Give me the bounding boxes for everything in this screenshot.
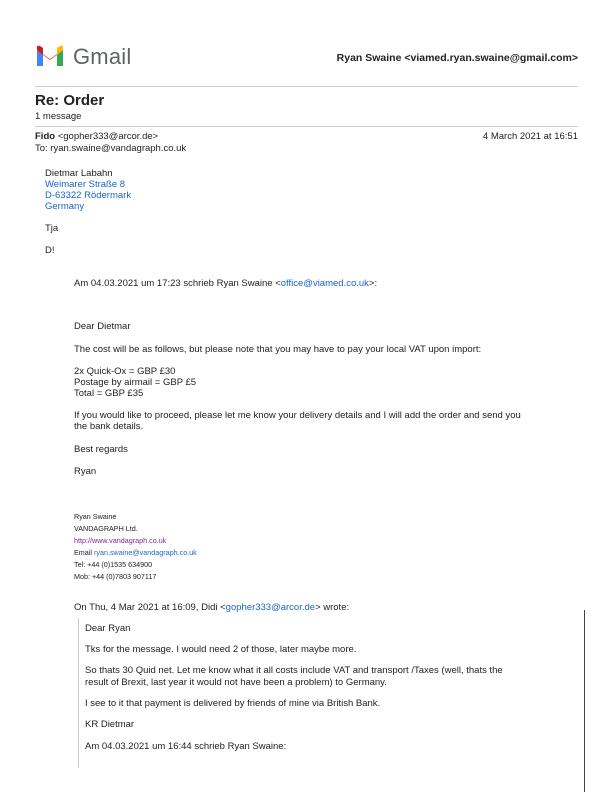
signature-tel: Tel: +44 (0)1535 634900: [74, 560, 153, 569]
quote1-regards: Best regards: [74, 444, 128, 455]
quote1-item3: Total = GBP £35: [74, 388, 144, 399]
quote1-header-prefix: Am 04.03.2021 um 17:23 schrieb Ryan Swaine <: [74, 278, 281, 289]
quote2-header-prefix: On Thu, 4 Mar 2021 at 16:09, Didi <: [74, 602, 226, 613]
sender-email[interactable]: <gopher333@arcor.de>: [57, 131, 159, 142]
address-link-line2[interactable]: D-63322 Rödermark: [45, 190, 132, 201]
account-label: Ryan Swaine <viamed.ryan.swaine@gmail.com>: [336, 52, 578, 64]
quote2-nested-header: Am 04.03.2021 um 16:44 schrieb Ryan Swaine:: [85, 741, 287, 752]
quote2-line2a: So thats 30 Quid net. Let me know what it all costs include VAT and transport /Taxes (well, thats the: [85, 665, 503, 676]
quote2-email-link[interactable]: gopher333@arcor.de: [225, 602, 316, 613]
quote1-sign: Ryan: [74, 466, 97, 477]
body-name: Dietmar Labahn: [45, 168, 113, 179]
quote2-header-suffix: > wrote:: [315, 602, 350, 613]
signature-url-link[interactable]: http://www.vandagraph.co.uk: [74, 536, 167, 545]
signature-email-line: [74, 548, 197, 557]
message-date: 4 March 2021 at 16:51: [482, 131, 578, 142]
body-line-tja: Tja: [45, 223, 59, 234]
sender-name: Fido: [35, 131, 56, 142]
quote1-header-suffix: >:: [368, 278, 378, 289]
quote2-kr: KR Dietmar: [85, 719, 135, 730]
signature-email-link[interactable]: ryan.swaine@vandagraph.co.uk: [93, 548, 197, 557]
quote2-line3: I see to it that payment is delivered by friends of mine via British Bank.: [85, 698, 381, 709]
signature-mob: Mob: +44 (0)7803 907117: [74, 572, 157, 581]
quote2-greeting: Dear Ryan: [85, 623, 131, 634]
quote1-header: [74, 278, 377, 289]
quote2-bar: [78, 618, 79, 768]
quote1-proceed-line2: the bank details.: [74, 421, 144, 432]
address-link-line1[interactable]: Weimarer Straße 8: [45, 179, 126, 190]
address-link-line3[interactable]: Germany: [45, 201, 85, 212]
quote2-header: [74, 602, 349, 613]
quote1-proceed-line1: If you would like to proceed, please let me know your delivery details and I will add the order and send you: [74, 410, 521, 421]
quote1-item1: 2x Quick-Ox = GBP £30: [74, 366, 176, 377]
gmail-logo-icon: [35, 44, 65, 68]
quote2-line2b: result of Brexit, last year it would not have been a problem) to Germany.: [85, 677, 387, 688]
quote1-item2: Postage by airmail = GBP £5: [74, 377, 197, 388]
page-edge-line: [584, 610, 585, 792]
sender-line: [35, 131, 158, 142]
quote1-email-link[interactable]: office@viamed.co.uk: [280, 278, 369, 289]
header-divider: [35, 86, 578, 87]
quote1-greeting: Dear Dietmar: [74, 321, 131, 332]
message-count: 1 message: [35, 111, 82, 122]
quote2-line1: Tks for the message. I would need 2 of those, later maybe more.: [85, 644, 357, 655]
body-line-d: D!: [45, 245, 55, 256]
signature-name: Ryan Swaine: [74, 512, 117, 521]
gmail-wordmark: Gmail: [73, 44, 132, 69]
signature-email-label: Email: [74, 548, 94, 557]
recipient-line: To: ryan.swaine@vandagraph.co.uk: [35, 143, 187, 154]
quote1-cost-intro: The cost will be as follows, but please note that you may have to pay your local VAT upon import:: [74, 344, 482, 355]
signature-company: VANDAGRAPH Ltd.: [74, 524, 138, 533]
subject-title: Re: Order: [35, 92, 105, 109]
subject-divider: [35, 126, 578, 127]
